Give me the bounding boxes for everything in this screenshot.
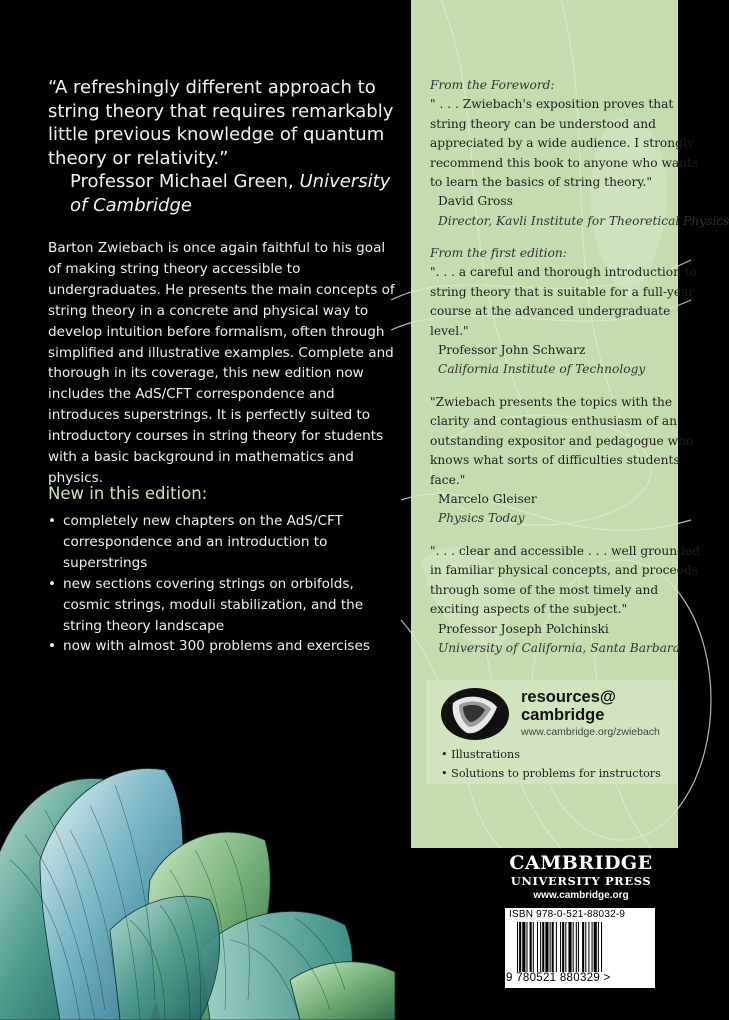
endorsement-panel [411, 0, 729, 848]
endorsement-source: From the Foreword: [430, 78, 555, 92]
barcode-bar [594, 922, 597, 972]
barcode-bar [522, 922, 525, 972]
resources-list [441, 746, 661, 783]
endorsement-gross [430, 76, 729, 231]
barcode-bar [576, 922, 577, 972]
barcode-bar [540, 922, 541, 972]
barcode-bar [565, 922, 566, 972]
endorsement-schwarz [430, 244, 698, 380]
barcode-bar [585, 922, 586, 972]
barcode-bar [526, 922, 527, 972]
endorsement-line: clarity and contagious enthusiasm of an [430, 414, 677, 429]
resources-url: www.cambridge.org/zwiebach [521, 726, 660, 738]
publisher-name: CAMBRIDGE [509, 852, 653, 874]
resources-logo-icon [439, 685, 513, 743]
endorser-name: David Gross [438, 194, 513, 209]
endorsement-line: to learn the basics of string theory." [430, 175, 653, 190]
endorsement-line: " . . . Zwiebach's exposition proves that [430, 97, 674, 112]
list-item: • completely new chapters on the AdS/CFT correspondence and an introduction to superstrings [48, 513, 343, 571]
list-item: • Solutions to problems for instructors [441, 766, 661, 780]
endorsement-line: exciting aspects of the subject." [430, 602, 628, 617]
bullet-icon: • [48, 575, 57, 592]
endorser-affiliation: California Institute of Technology [438, 362, 646, 377]
endorsement-line: level." [430, 323, 469, 338]
barcode-bar [601, 922, 602, 972]
list-item: • Illustrations [441, 748, 520, 761]
endorser-name: Professor Joseph Polchinski [438, 621, 609, 636]
barcode-bar [578, 922, 579, 972]
barcode-bar [598, 922, 599, 972]
isbn-label: ISBN 978-0-521-88032-9 [509, 909, 626, 920]
barcode-bar [560, 922, 561, 972]
endorsement-line: through some of the most timely and [430, 582, 659, 597]
endorser-affiliation: University of California, Santa Barbara [438, 641, 681, 656]
barcode-bar [568, 922, 571, 972]
endorsement-line: in familiar physical concepts, and proceeds [430, 563, 698, 578]
endorsement-line: knows what sorts of difficulties students [430, 453, 680, 468]
publisher-subname: UNIVERSITY PRESS [510, 874, 652, 888]
barcode-bar [545, 922, 548, 972]
barcode-bar [573, 922, 574, 972]
endorsement-line: ". . . a careful and thorough introduction to [430, 265, 698, 280]
book-description: Barton Zwiebach is once again faithful to his goal of making string theory accessible to undergraduates. He presents the main concepts of string theory in a concrete and physical way to develop intuition before formalism, often through simplified and illustrative examples. Complete and thorough in its coverage, this new edition now includes the AdS/CFT correspondence and introduces superstrings. It is perfectly suited to introductory courses in string theory for students with a basic background in mathematics and physics. [48, 240, 395, 486]
endorsement-line: face." [430, 472, 466, 487]
pull-quote-affiliation: University of Cambridge [70, 171, 391, 216]
endorser-name: Marcelo Gleiser [438, 492, 537, 507]
endorser-affiliation: Director, Kavli Institute for Theoretical Physics [438, 213, 729, 228]
barcode-bar [537, 922, 538, 972]
barcode-digits: 9 780521 880329 > [506, 972, 611, 984]
list-item: • now with almost 300 problems and exercises [48, 636, 398, 657]
barcode-bar [582, 922, 584, 972]
endorsement-polchinski [430, 542, 700, 658]
barcode-bar [588, 922, 589, 972]
barcode-bar [533, 922, 534, 972]
barcode-bar [550, 922, 551, 972]
endorsement-line: appreciated by a wide audience. I strongly [430, 136, 694, 151]
bullet-icon: • [48, 638, 57, 655]
list-item: • new sections covering strings on orbifolds, cosmic strings, moduli stabilization, and the string theory landscape [48, 575, 364, 634]
endorsement-line: string theory that is suitable for a full-year [430, 284, 695, 299]
barcode-bar [519, 922, 521, 972]
endorsement-line: ". . . clear and accessible . . . well grounded [430, 544, 700, 558]
pull-quote-attribution [70, 170, 398, 217]
endorsement-line: recommend this book to anyone who wants [430, 155, 699, 170]
resources-box [426, 680, 678, 784]
publisher-logo [492, 852, 670, 904]
barcode-bar [552, 922, 554, 972]
barcode-bar [530, 922, 532, 972]
endorsement-line: outstanding expositor and pedagogue who [430, 433, 694, 448]
new-edition-heading: New in this edition: [48, 484, 208, 503]
endorsement-line: course at the advanced undergraduate [430, 304, 671, 319]
barcode-bar [542, 922, 544, 972]
barcode-bar [592, 922, 593, 972]
isbn-barcode [505, 908, 655, 988]
publisher-url: www.cambridge.org [533, 890, 629, 901]
bullet-icon: • [441, 748, 452, 761]
bullet-icon: • [441, 766, 452, 780]
pull-quote-text: “A refreshingly different approach to string theory that requires remarkably little previous knowledge of quantum theory or relativity.” [48, 77, 394, 169]
endorser-name: Professor John Schwarz [438, 343, 586, 358]
barcode-bar [517, 922, 518, 972]
pull-quote-author: Professor Michael Green, [70, 171, 294, 192]
barcode-bar [562, 922, 564, 972]
endorser-affiliation: Physics Today [438, 511, 525, 526]
endorsement-source: From the first edition: [430, 246, 567, 260]
bullet-icon: • [48, 513, 57, 529]
resources-title: resources@ cambridge [521, 688, 616, 724]
endorsement-gleiser [430, 393, 694, 529]
new-edition-list [48, 511, 398, 657]
endorsement-line: "Zwiebach presents the topics with the [430, 395, 673, 409]
string-ribbons-illustration [0, 750, 400, 1020]
barcode-bar [556, 922, 557, 972]
pull-quote [48, 76, 398, 217]
endorsement-line: string theory can be understood and [430, 116, 656, 131]
